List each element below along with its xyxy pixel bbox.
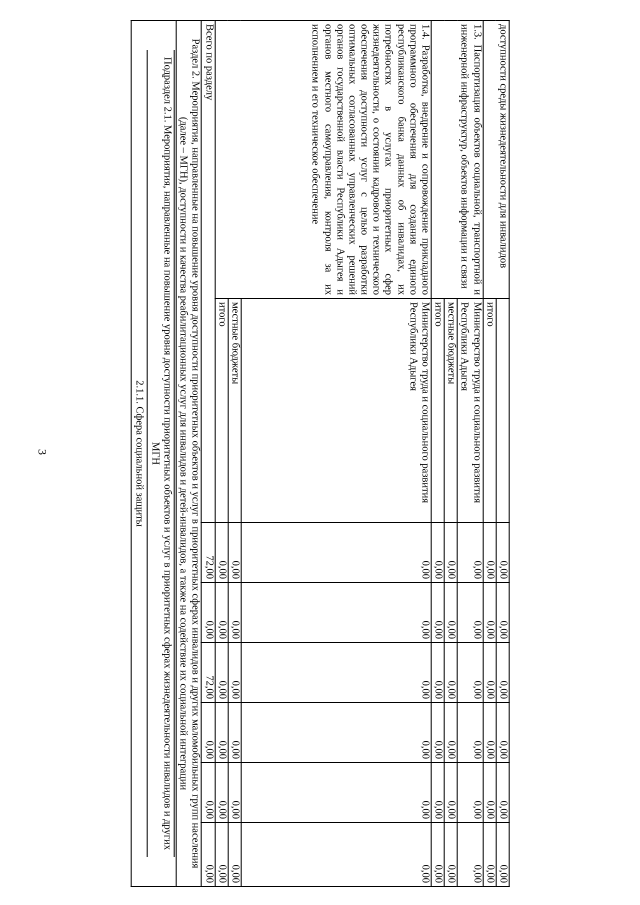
value-cell: 0,00 xyxy=(228,582,241,642)
value-cell: 0,00 xyxy=(241,762,431,822)
value-cell: 0,00 xyxy=(431,702,444,762)
value-cell: 0,00 xyxy=(444,522,457,582)
value-cell: 0,00 xyxy=(496,642,509,702)
total-value: 72,00 xyxy=(202,642,215,702)
value-cell: 0,00 xyxy=(215,582,228,642)
value-cell: 0,00 xyxy=(228,822,241,886)
page-number: 3 xyxy=(35,449,50,455)
funding-source: местные бюджеты xyxy=(444,298,457,522)
value-cell: 0,00 xyxy=(444,762,457,822)
value-cell: 0,00 xyxy=(215,762,228,822)
funding-table xyxy=(130,20,509,887)
table-row xyxy=(241,20,431,886)
value-cell: 0,00 xyxy=(483,702,496,762)
funding-source: Министерство труда и социального развития Республики Адыгея xyxy=(458,298,483,522)
value-cell: 0,00 xyxy=(241,822,431,886)
funding-source xyxy=(496,298,509,522)
value-cell: 0,00 xyxy=(483,582,496,642)
value-cell: 0,00 xyxy=(483,642,496,702)
table-row xyxy=(496,20,509,886)
value-cell: 0,00 xyxy=(431,582,444,642)
value-cell: 0,00 xyxy=(241,582,431,642)
subsection-heading: Подраздел 2.1. Мероприятия, направленные на повышение уровня доступности приоритетных объектов и услуг в приоритетных сферах жизнедеятельности инвалидов и других МГН xyxy=(146,50,174,857)
value-cell: 0,00 xyxy=(458,642,483,702)
value-cell: 0,00 xyxy=(496,582,509,642)
funding-source: Министерство труда и социального развития Республики Адыгея xyxy=(241,298,431,522)
value-cell: 0,00 xyxy=(431,522,444,582)
value-cell: 0,00 xyxy=(496,522,509,582)
table-row xyxy=(458,20,483,886)
value-cell: 0,00 xyxy=(496,822,509,886)
total-label: Всего по разделу xyxy=(202,20,215,522)
value-cell: 0,00 xyxy=(458,522,483,582)
funding-source: итого xyxy=(215,298,228,522)
value-cell: 0,00 xyxy=(483,822,496,886)
total-value: 0,00 xyxy=(202,702,215,762)
funding-source: итого xyxy=(483,298,496,522)
value-cell: 0,00 xyxy=(228,522,241,582)
value-cell: 0,00 xyxy=(431,822,444,886)
funding-source: местные бюджеты xyxy=(228,298,241,522)
value-cell: 0,00 xyxy=(228,642,241,702)
value-cell: 0,00 xyxy=(241,702,431,762)
section-row xyxy=(176,20,201,886)
rotated-page-content xyxy=(130,20,509,886)
subsection-row xyxy=(131,20,177,886)
activity-description: доступности среды жизнедеятельности для инвалидов xyxy=(483,20,509,298)
value-cell: 0,00 xyxy=(431,642,444,702)
value-cell: 0,00 xyxy=(458,582,483,642)
total-value: 0,00 xyxy=(202,822,215,886)
value-cell: 0,00 xyxy=(215,822,228,886)
value-cell: 0,00 xyxy=(215,522,228,582)
value-cell: 0,00 xyxy=(483,762,496,822)
activity-description: 1.4. Разработка, внедрение и сопровождение прикладного программного обеспечения для создания единого республиканского банка данных об инвалидах, их потребностях в услугах приоритетных сфер жизнедеятельности, о состоянии кадрового и технического обеспечения доступности услуг с целью разработки оптимальных согласованных управленческих решений органов государственной власти Республики Адыгея и органов местного самоуправления, контроля за их исполнением и его техническое обеспечение xyxy=(215,20,431,298)
subsection-211-heading: 2.1.1. Сфера социальной защиты xyxy=(133,379,145,527)
total-value: 0,00 xyxy=(202,762,215,822)
total-value: 72,00 xyxy=(202,522,215,582)
value-cell: 0,00 xyxy=(228,702,241,762)
value-cell: 0,00 xyxy=(215,702,228,762)
funding-source: итого xyxy=(431,298,444,522)
total-value: 0,00 xyxy=(202,582,215,642)
value-cell: 0,00 xyxy=(444,822,457,886)
value-cell: 0,00 xyxy=(483,522,496,582)
section-heading: Раздел 2. Мероприятия, направленные на повышение уровня доступности приоритетных объектов и услуг в приоритетных сферах инвалидов и других маломобильных групп населения (далее – МГН), доступности и качества реабилитационных услуг для инвалидов и детей-инвалидов, а также на содействие их социальной интеграции xyxy=(176,20,201,886)
subsection-cell xyxy=(131,20,177,886)
activity-description: 1.3. Паспортизация объектов социальной, транспортной и инженерной инфраструктур, объектов информации и связи xyxy=(431,20,483,298)
value-cell: 0,00 xyxy=(241,642,431,702)
value-cell: 0,00 xyxy=(431,762,444,822)
value-cell: 0,00 xyxy=(228,762,241,822)
value-cell: 0,00 xyxy=(444,702,457,762)
value-cell: 0,00 xyxy=(215,642,228,702)
value-cell: 0,00 xyxy=(496,762,509,822)
value-cell: 0,00 xyxy=(458,822,483,886)
value-cell: 0,00 xyxy=(458,762,483,822)
value-cell: 0,00 xyxy=(458,702,483,762)
value-cell: 0,00 xyxy=(496,702,509,762)
value-cell: 0,00 xyxy=(444,582,457,642)
total-row xyxy=(202,20,215,886)
value-cell: 0,00 xyxy=(444,642,457,702)
value-cell: 0,00 xyxy=(241,522,431,582)
